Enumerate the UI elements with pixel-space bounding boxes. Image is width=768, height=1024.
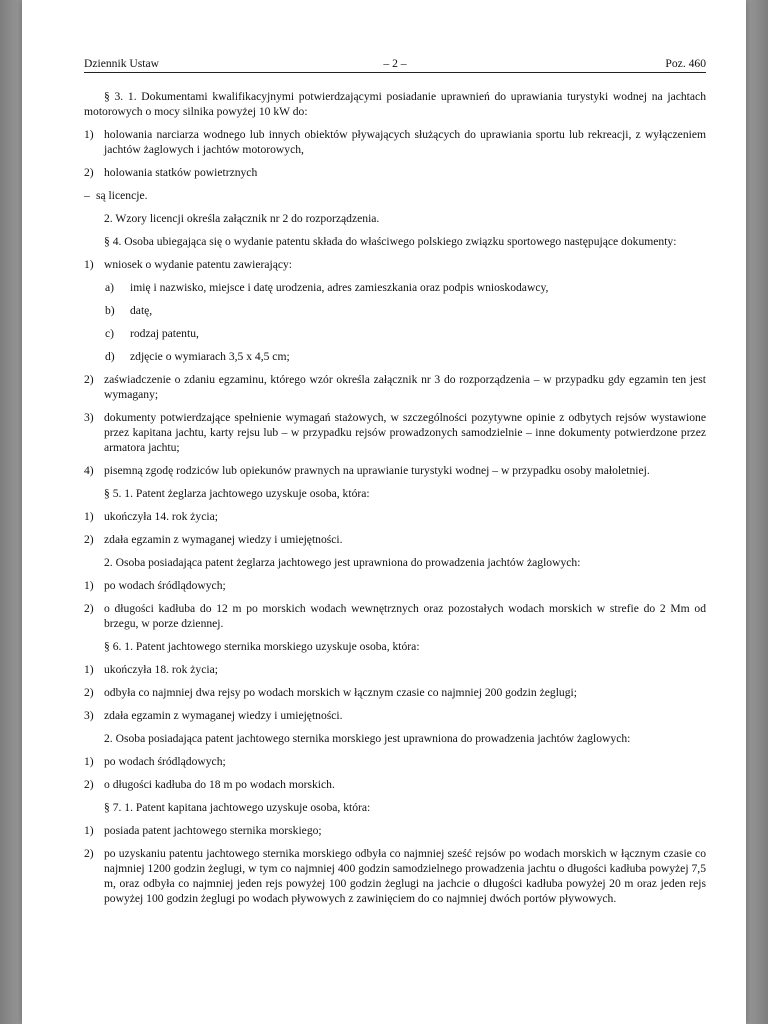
sub-list-text: imię i nazwisko, miejsce i datę urodzenia, adres zamieszkania oraz podpis wnioskodawcy,: [130, 281, 549, 294]
list-item-number: 1): [84, 128, 94, 141]
list-item-text: o długości kadłuba do 12 m po morskich wodach wewnętrznych oraz pozostałych wodach morskich w strefie do 2 Mm od brzegu, w porze dziennej.: [104, 602, 706, 630]
list-item: [84, 463, 706, 478]
list-item: [84, 777, 706, 792]
sub-list-letter: c): [105, 327, 115, 340]
list-item: [84, 372, 706, 402]
list-item-number: 2): [84, 686, 94, 699]
section-7-intro: § 7. 1. Patent kapitana jachtowego uzyskuje osoba, która:: [104, 801, 371, 814]
sub-list-item: [84, 326, 706, 341]
list-item-text: zdała egzamin z wymaganej wiedzy i umiejętności.: [104, 709, 343, 722]
list-item-number: 1): [84, 510, 94, 523]
position-number: Poz. 460: [665, 57, 706, 70]
page-content: [84, 56, 706, 914]
section-3-intro: § 3. 1. Dokumentami kwalifikacyjnymi potwierdzającymi posiadanie uprawnień do uprawiania turystyki wodnej na jachtach motorowych o mocy silnika powyżej 10 kW do:: [84, 90, 706, 118]
sub-list-letter: a): [105, 281, 115, 294]
list-item-text: po wodach śródlądowych;: [104, 755, 226, 768]
list-item-text: zaświadczenie o zdaniu egzaminu, którego wzór określa załącznik nr 3 do rozporządzenia – w przypadku gdy egzamin ten jest wymagany;: [104, 373, 706, 401]
section-6-intro: § 6. 1. Patent jachtowego sternika morskiego uzyskuje osoba, która:: [104, 640, 420, 653]
list-item: [84, 846, 706, 906]
document-page: [22, 0, 746, 1024]
list-item-number: 1): [84, 663, 94, 676]
list-item: [84, 410, 706, 455]
sub-list-text: rodzaj patentu,: [130, 327, 199, 340]
section-6-paragraph-2: 2. Osoba posiadająca patent jachtowego sternika morskiego jest uprawniona do prowadzenia jachtów żaglowych:: [104, 732, 631, 745]
list-item-number: 1): [84, 824, 94, 837]
list-item-text: wniosek o wydanie patentu zawierający:: [104, 258, 293, 271]
list-item-number: 1): [84, 579, 94, 592]
list-item: [84, 257, 706, 272]
sub-list-text: datę,: [130, 304, 153, 317]
list-item: [84, 708, 706, 723]
section-3-paragraph-2: 2. Wzory licencji określa załącznik nr 2 do rozporządzenia.: [104, 212, 380, 225]
list-item-number: 2): [84, 373, 94, 386]
list-item: [84, 165, 706, 180]
list-item-text: dokumenty potwierdzające spełnienie wymagań stażowych, w szczególności pozytywne opinie z odbytych rejsów wystawione przez kapitana jachtu, karty rejsu lub – w przypadku rejsów prowadzonych samodzielnie – inne dokumenty potwierdzone przez armatora jachtu;: [104, 411, 706, 454]
list-item: [84, 127, 706, 157]
dash-mark: –: [84, 189, 90, 202]
list-item-text: po wodach śródlądowych;: [104, 579, 226, 592]
list-item-number: 4): [84, 464, 94, 477]
list-item-text: holowania narciarza wodnego lub innych obiektów pływających służących do uprawiania sportu lub rekreacji, z wyłączeniem jachtów żaglowych i jachtów motorowych,: [104, 128, 706, 156]
list-item: [84, 662, 706, 677]
sub-list-text: zdjęcie o wymiarach 3,5 x 4,5 cm;: [130, 350, 290, 363]
list-item-number: 1): [84, 755, 94, 768]
section-5-paragraph-2: 2. Osoba posiadająca patent żeglarza jachtowego jest uprawniona do prowadzenia jachtów żaglowych:: [104, 556, 581, 569]
list-item-number: 2): [84, 847, 94, 860]
sub-list-item: [84, 303, 706, 318]
list-item-number: 2): [84, 778, 94, 791]
list-item-text: o długości kadłuba do 18 m po wodach morskich.: [104, 778, 335, 791]
sub-list-item: [84, 280, 706, 295]
list-item-text: po uzyskaniu patentu jachtowego sternika morskiego odbyła co najmniej sześć rejsów po wodach morskich w łącznym czasie co najmniej 1200 godzin żeglugi, w tym co najmniej 400 godzin samodzielnego prowadzenia jachtu o długości kadłuba powyżej 7,5 m, oraz odbyła co najmniej jeden rejs powyżej 100 godzin żeglugi na jachcie o długości kadłuba powyżej 20 m oraz jeden rejs powyżej 100 godzin żeglugi po wodach pływowych z zawinięciem do co najmniej dwóch portów pływowych.: [104, 847, 706, 905]
list-item: [84, 754, 706, 769]
list-item: [84, 685, 706, 700]
list-item-text: odbyła co najmniej dwa rejsy po wodach morskich w łącznym czasie co najmniej 200 godzin żeglugi;: [104, 686, 577, 699]
list-item: [84, 509, 706, 524]
list-item-text: ukończyła 18. rok życia;: [104, 663, 218, 676]
list-item: [84, 823, 706, 838]
list-item-number: 1): [84, 258, 94, 271]
list-item: [84, 601, 706, 631]
list-item: [84, 578, 706, 593]
list-item-text: holowania statków powietrznych: [104, 166, 258, 179]
sub-list-letter: d): [105, 350, 115, 363]
list-item-number: 2): [84, 166, 94, 179]
list-item: [84, 532, 706, 547]
list-item-number: 2): [84, 533, 94, 546]
dash-item: [84, 188, 706, 203]
list-item-number: 2): [84, 602, 94, 615]
list-item-text: ukończyła 14. rok życia;: [104, 510, 218, 523]
page-header: [84, 56, 706, 73]
list-item-text: posiada patent jachtowego sternika morskiego;: [104, 824, 322, 837]
journal-title: Dziennik Ustaw: [84, 57, 160, 70]
list-item-number: 3): [84, 709, 94, 722]
section-5-intro: § 5. 1. Patent żeglarza jachtowego uzyskuje osoba, która:: [104, 487, 370, 500]
section-4-intro: § 4. Osoba ubiegająca się o wydanie patentu składa do właściwego polskiego związku sportowego następujące dokumenty:: [104, 235, 677, 248]
sub-list-letter: b): [105, 304, 115, 317]
sub-list-item: [84, 349, 706, 364]
page-number: – 2 –: [383, 57, 407, 70]
list-item-text: pisemną zgodę rodziców lub opiekunów prawnych na uprawianie turystyki wodnej – w przypadku osoby małoletniej.: [104, 464, 650, 477]
list-item-number: 3): [84, 411, 94, 424]
list-item-text: zdała egzamin z wymaganej wiedzy i umiejętności.: [104, 533, 343, 546]
dash-text: są licencje.: [96, 189, 148, 202]
